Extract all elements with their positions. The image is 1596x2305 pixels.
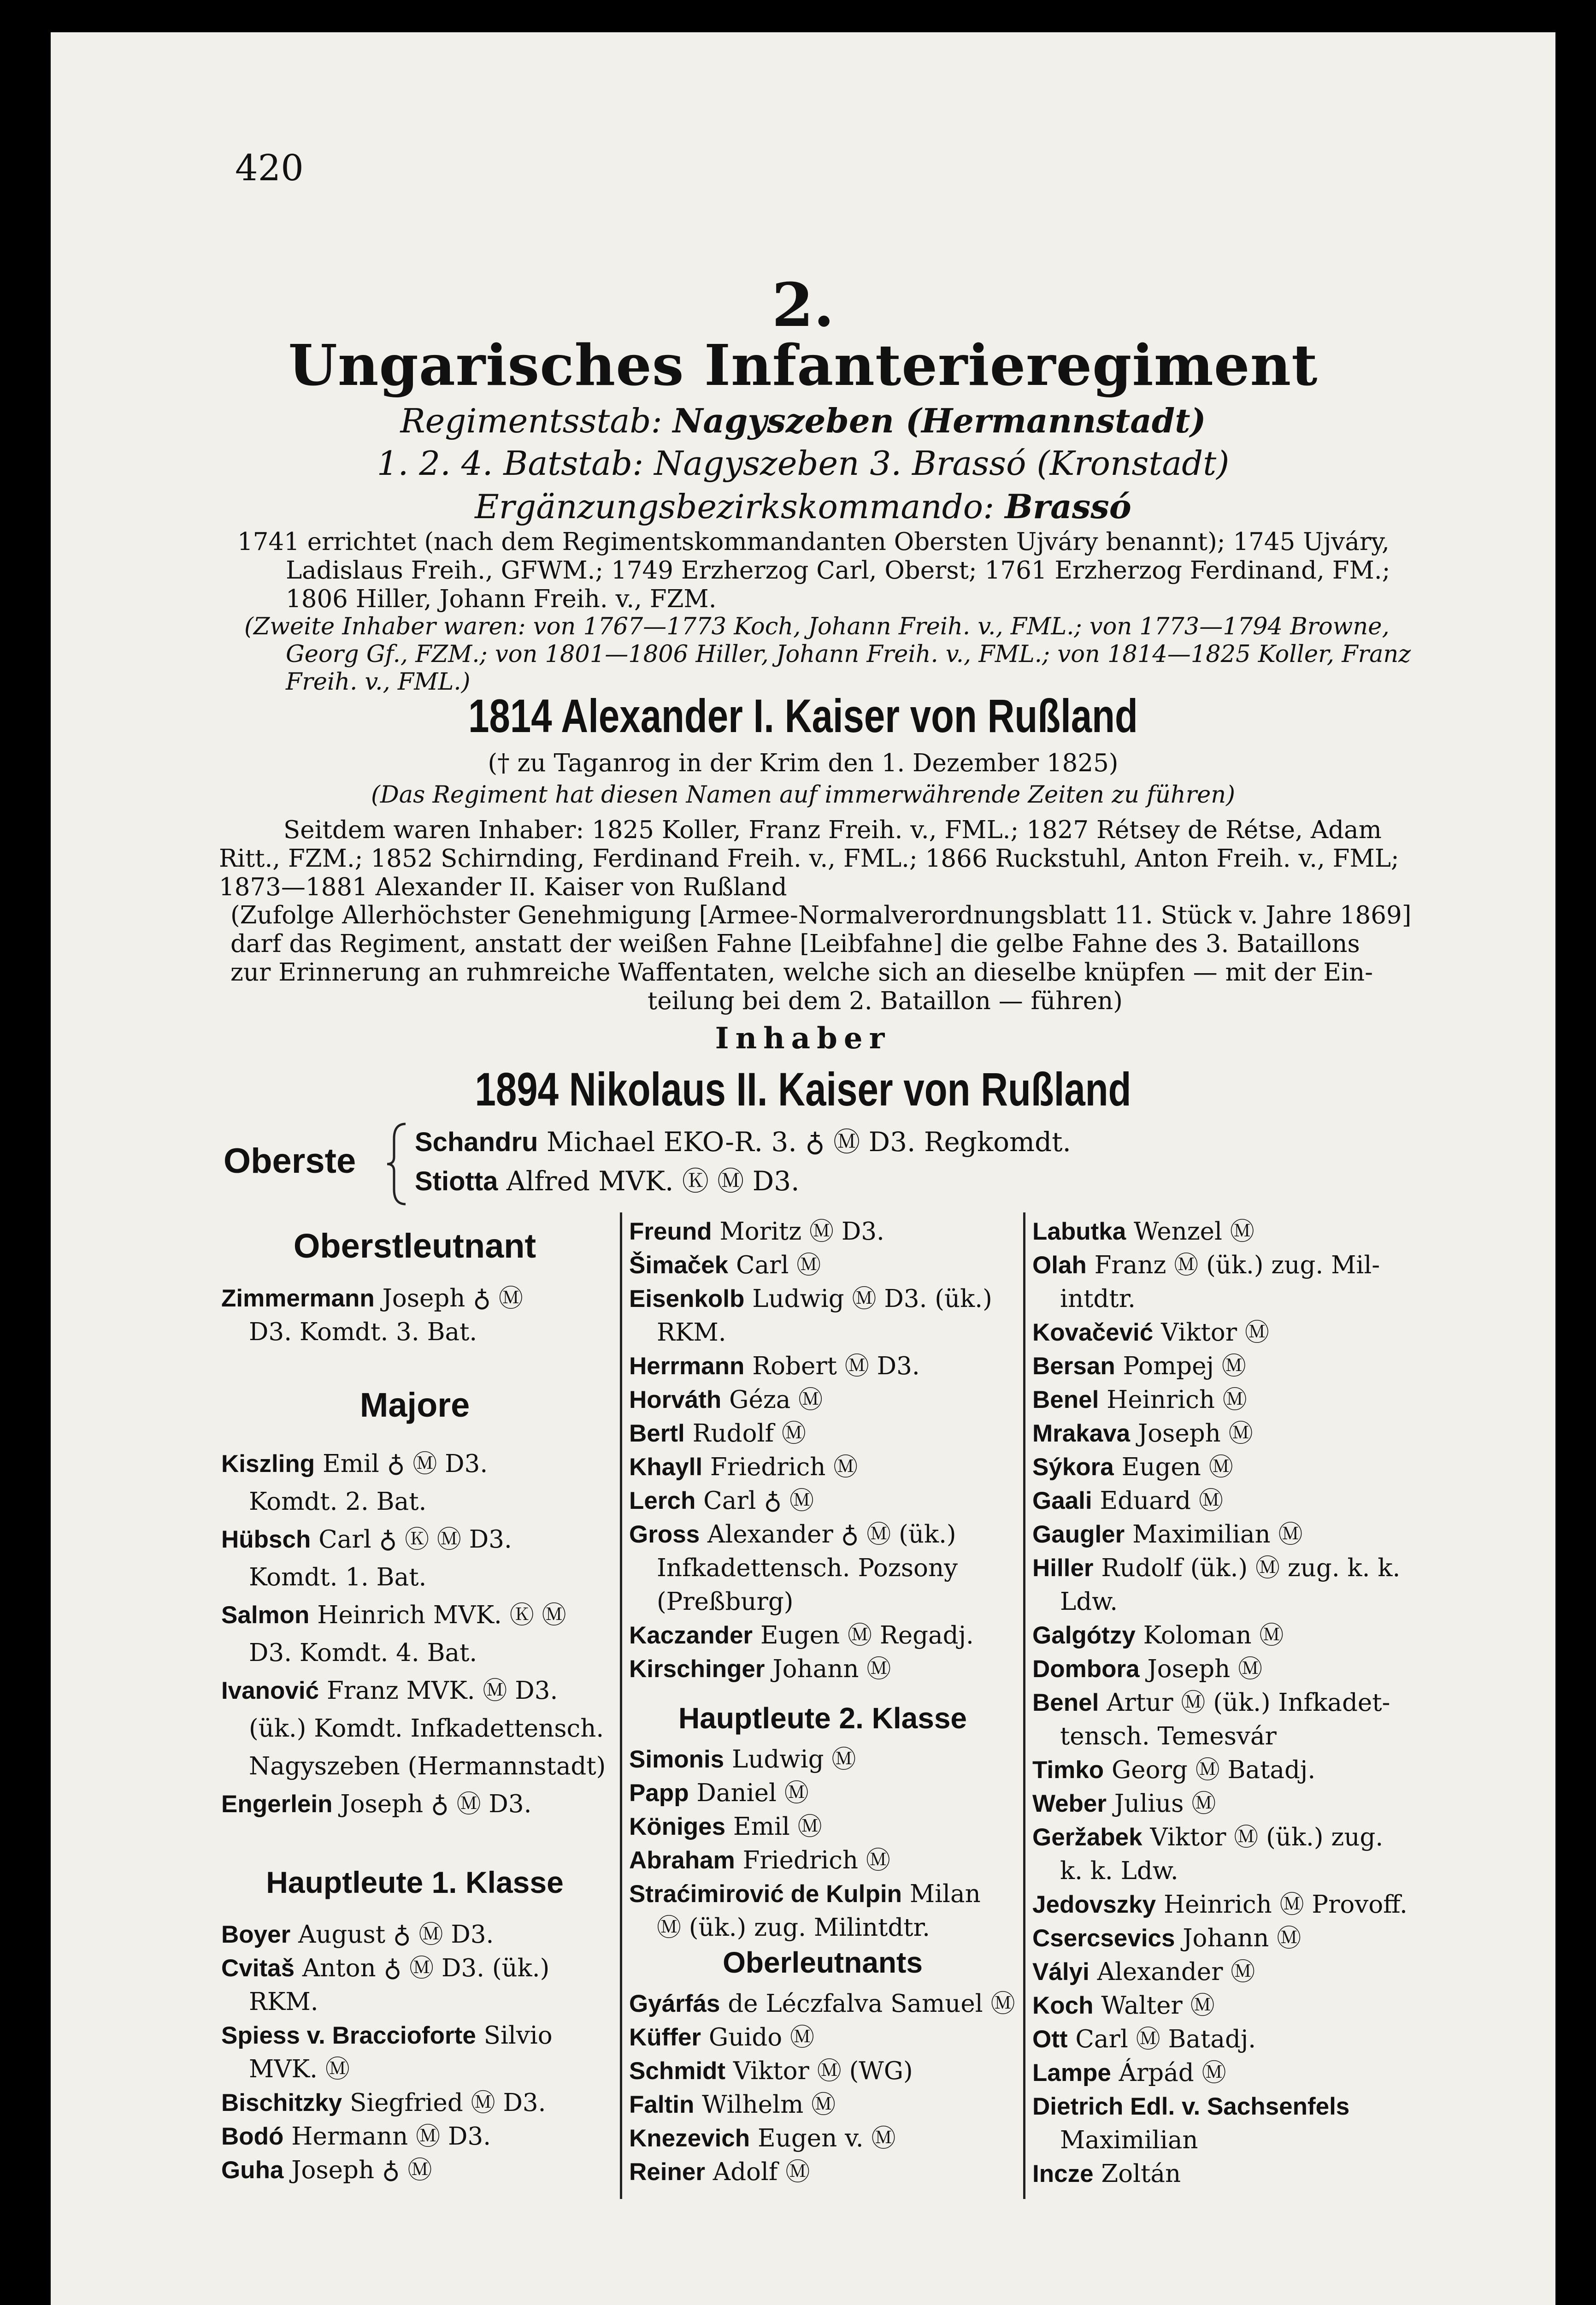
flag-line: (Zufolge Allerhöchster Genehmigung [Armee-Normalverordnungsblatt 11. Stück v. Jahre 1869] <box>230 901 1412 929</box>
column-divider <box>1023 1212 1025 2199</box>
list-item <box>629 1743 1016 1776</box>
surname: Benel <box>1032 1386 1099 1413</box>
details: Franz Ⓜ (ük.) zug. Mil- <box>1086 1251 1380 1279</box>
surname: Freund <box>629 1218 712 1245</box>
details: Silvio <box>476 2021 553 2050</box>
details: Komdt. 2. Bat. <box>249 1488 427 1516</box>
second-owners-line: Georg Gf., FZM.; von 1801—1806 Hiller, Johann Freih. v., FML.; von 1814—1825 Koller, Franz <box>286 641 1411 668</box>
surname: Hiller <box>1032 1554 1094 1582</box>
list-item <box>1032 2090 1475 2123</box>
surname: Weber <box>1032 1790 1107 1817</box>
details: Julius Ⓜ <box>1107 1790 1216 1818</box>
list-item <box>629 1652 1016 1686</box>
surname: Schmidt <box>629 2057 726 2085</box>
list-item <box>1032 1619 1475 1652</box>
batstab-line: 1. 2. 4. Batstab: Nagyszeben 3. Brassó (Kronstadt) <box>377 444 1230 483</box>
details: Ludwig Ⓜ D3. (ük.) <box>744 1285 992 1313</box>
list-item <box>629 2122 1016 2155</box>
list-item <box>415 1162 1071 1201</box>
list-item <box>221 1483 618 1521</box>
list-item <box>1032 1753 1475 1787</box>
list-item <box>629 1844 1016 1877</box>
details: Johann Ⓜ <box>1175 1924 1302 1952</box>
column2-top-list <box>629 1215 1016 1686</box>
column3-list <box>1032 1215 1475 2191</box>
surname: Khayll <box>629 1454 703 1481</box>
flag-line: teilung bei dem 2. Bataillon — führen) <box>648 987 1123 1015</box>
details: Eugen v. Ⓜ <box>750 2124 896 2152</box>
list-item <box>221 1785 618 1823</box>
second-owners-paragraph <box>244 613 1498 696</box>
surname: Boyer <box>221 1921 291 1948</box>
list-item <box>1032 1686 1475 1720</box>
details: (ük.) Komdt. Infkadettensch. <box>249 1714 604 1743</box>
details: Guido Ⓜ <box>701 2023 815 2051</box>
surname: Bertl <box>629 1420 685 1447</box>
details: Árpád Ⓜ <box>1111 2059 1226 2087</box>
inhaber-name: 1894 Nikolaus II. Kaiser von Rußland <box>475 1063 1131 1116</box>
list-item <box>1032 1854 1475 1888</box>
details: Emil Ⓜ <box>725 1813 822 1841</box>
details: tensch. Temesvár <box>1060 1722 1277 1750</box>
erg-label: Ergänzungsbezirkskommando: <box>475 487 995 526</box>
list-item <box>1032 1316 1475 1349</box>
surname: Ivanović <box>221 1677 319 1704</box>
surname: Olah <box>1032 1252 1087 1279</box>
details: Friedrich Ⓜ <box>702 1453 858 1481</box>
list-item <box>1032 1921 1475 1955</box>
oberstleutnant-list <box>221 1282 618 1349</box>
details: Komdt. 1. Bat. <box>249 1563 427 1591</box>
surname: Eisenkolb <box>629 1285 745 1312</box>
details: Rudolf Ⓜ <box>684 1419 806 1448</box>
details: Ludwig Ⓜ <box>724 1745 856 1773</box>
list-item <box>221 1521 618 1559</box>
list-item <box>1032 1282 1475 1316</box>
surname: Simonis <box>629 1746 724 1773</box>
details: intdtr. <box>1060 1285 1136 1313</box>
surname: Kiszling <box>221 1450 315 1478</box>
regiment-number: 2. <box>771 270 835 340</box>
list-item <box>221 2153 618 2187</box>
details: Maximilian <box>1060 2126 1198 2154</box>
list-item <box>221 1559 618 1596</box>
second-owners-line: Freih. v., FML.) <box>286 668 471 696</box>
list-item <box>1032 1820 1475 1854</box>
details: Friedrich Ⓜ <box>735 1846 890 1874</box>
flag-paragraph <box>230 901 1498 1016</box>
list-item <box>1032 2123 1475 2157</box>
list-item <box>629 1417 1016 1450</box>
details: Heinrich Ⓜ Provoff. <box>1156 1891 1408 1919</box>
details: Joseph Ⓜ <box>1130 1419 1253 1448</box>
list-item <box>1032 1349 1475 1383</box>
details: Daniel Ⓜ <box>689 1779 809 1807</box>
owner-1814-note: († zu Taganrog in der Krim den 1. Dezember 1825) <box>488 749 1119 777</box>
surname: Stiotta <box>415 1166 498 1196</box>
surname: Küffer <box>629 2024 701 2051</box>
list-item <box>629 2054 1016 2088</box>
since-line: 1873—1881 Alexander II. Kaiser von Rußland <box>219 873 787 901</box>
list-item <box>629 1450 1016 1484</box>
since-paragraph <box>219 816 1491 902</box>
list-item <box>221 1282 618 1315</box>
list-item <box>1032 1787 1475 1820</box>
flag-line: darf das Regiment, anstatt der weißen Fahne [Leibfahne] die gelbe Fahne des 3. Bataillons <box>230 930 1360 958</box>
surname: Jedovszky <box>1032 1891 1156 1918</box>
details: Wenzel Ⓜ <box>1126 1218 1254 1246</box>
details: August ♁ Ⓜ D3. <box>290 1921 494 1949</box>
owner-1814: 1814 Alexander I. Kaiser von Rußland <box>468 690 1138 742</box>
details: Ⓜ (ük.) zug. Milintdtr. <box>657 1914 930 1942</box>
list-item <box>1032 1215 1475 1248</box>
details: Viktor Ⓜ (WG) <box>725 2057 913 2085</box>
list-item <box>1032 1955 1475 1989</box>
list-item <box>221 1634 618 1672</box>
list-item <box>1032 1551 1475 1585</box>
hauptleute2-list <box>629 1743 1016 1944</box>
surname: Kovačević <box>1032 1319 1154 1346</box>
details: Walter Ⓜ <box>1093 1992 1215 2020</box>
list-item <box>629 1619 1016 1652</box>
oberste-label: Oberste <box>224 1141 356 1181</box>
list-item <box>629 2021 1016 2054</box>
details: Milan <box>901 1880 981 1908</box>
list-item <box>1032 1450 1475 1484</box>
details: Joseph ♁ Ⓜ D3. <box>332 1790 532 1818</box>
surname: Dietrich Edl. v. Sachsenfels <box>1032 2093 1350 2120</box>
details: Georg Ⓜ Batadj. <box>1104 1756 1316 1784</box>
surname: Zimmermann <box>221 1285 375 1312</box>
stab-value: Nagyszeben (Hermannstadt) <box>672 401 1206 440</box>
surname: Königes <box>629 1813 726 1840</box>
details: Maximilian Ⓜ <box>1125 1520 1303 1548</box>
details: Infkadettensch. Pozsony <box>657 1554 958 1582</box>
surname: Galgótzy <box>1032 1622 1136 1649</box>
inhaber-label: Inhaber <box>715 1021 891 1056</box>
details: Koloman Ⓜ <box>1135 1621 1284 1649</box>
list-item <box>415 1123 1071 1162</box>
majore-heading: Majore <box>359 1386 470 1424</box>
hauptleute1-heading: Hauptleute 1. Klasse <box>266 1865 564 1899</box>
history-line: 1806 Hiller, Johann Freih. v., FZM. <box>286 585 717 613</box>
details: Hermann Ⓜ D3. <box>283 2122 491 2151</box>
list-item <box>629 1248 1016 1282</box>
list-item <box>1032 1652 1475 1686</box>
list-item <box>221 1445 618 1483</box>
list-item <box>221 2120 618 2153</box>
list-item <box>629 1911 1016 1944</box>
details: Eduard Ⓜ <box>1092 1487 1223 1515</box>
list-item <box>1032 1888 1475 1921</box>
list-item <box>629 1383 1016 1417</box>
list-item <box>221 1315 618 1349</box>
details: Alfred MVK. Ⓚ Ⓜ D3. <box>498 1165 800 1197</box>
majore-list <box>221 1445 618 1823</box>
surname: Benel <box>1032 1689 1099 1716</box>
surname: Labutka <box>1032 1218 1126 1245</box>
details: Artur Ⓜ (ük.) Infkadet- <box>1099 1689 1390 1717</box>
page-number: 420 <box>235 148 304 189</box>
details: Carl ♁ Ⓚ Ⓜ D3. <box>311 1525 512 1554</box>
list-item <box>629 1585 1016 1619</box>
surname: Herrmann <box>629 1353 745 1380</box>
surname: Faltin <box>629 2091 695 2118</box>
surname: Sýkora <box>1032 1454 1114 1481</box>
erg-value: Brassó <box>1005 487 1131 526</box>
list-item <box>221 1985 618 2019</box>
surname: Schandru <box>415 1127 538 1157</box>
since-line: Ritt., FZM.; 1852 Schirnding, Ferdinand Freih. v., FML.; 1866 Ruckstuhl, Anton Freih. v., FML; <box>219 845 1399 873</box>
list-item <box>221 1672 618 1710</box>
oberste-brace-icon <box>383 1120 410 1208</box>
surname: Gaugler <box>1032 1521 1125 1548</box>
list-item <box>629 1518 1016 1551</box>
oberstleutnant-heading: Oberstleutnant <box>293 1227 536 1265</box>
surname: Bischitzky <box>221 2089 342 2116</box>
details: Michael EKO-R. 3. ♁ Ⓜ D3. Regkomdt. <box>538 1126 1071 1158</box>
surname: Knezevich <box>629 2125 750 2152</box>
list-item <box>221 2086 618 2120</box>
surname: Kaczander <box>629 1622 753 1649</box>
details: (Preßburg) <box>657 1588 794 1616</box>
details: Nagyszeben (Hermannstadt) <box>249 1752 606 1780</box>
surname: Incze <box>1032 2160 1094 2187</box>
surname: Salmon <box>221 1602 310 1629</box>
details: Géza Ⓜ <box>721 1386 823 1414</box>
surname: Šimaček <box>629 1252 729 1279</box>
surname: Bodó <box>221 2123 284 2150</box>
details: Alexander ♁ Ⓜ (ük.) <box>700 1520 956 1548</box>
list-item <box>221 1596 618 1634</box>
surname: Lerch <box>629 1487 696 1514</box>
details: Carl Ⓜ Batadj. <box>1067 2025 1256 2053</box>
details: Franz MVK. Ⓜ D3. <box>319 1677 558 1705</box>
details: Anton ♁ Ⓜ D3. (ük.) <box>294 1954 550 1982</box>
surname: Gaali <box>1032 1487 1092 1514</box>
details: Carl Ⓜ <box>728 1251 821 1279</box>
regimentsstab-line <box>51 401 1555 440</box>
history-line: Ladislaus Freih., GFWM.; 1749 Erzherzog Carl, Oberst; 1761 Erzherzog Ferdinand, FM.; <box>286 556 1390 585</box>
surname: Vályi <box>1032 1958 1090 1986</box>
list-item <box>629 1349 1016 1383</box>
surname: Cvitaš <box>221 1955 295 1982</box>
list-item <box>629 1551 1016 1585</box>
details: D3. Komdt. 4. Bat. <box>249 1639 477 1667</box>
oberste-list <box>415 1123 1071 1201</box>
details: MVK. Ⓜ <box>249 2055 350 2083</box>
list-item <box>1032 1484 1475 1518</box>
list-item <box>221 2019 618 2052</box>
hauptleute2-heading: Hauptleute 2. Klasse <box>678 1702 967 1735</box>
list-item <box>629 1776 1016 1810</box>
surname: Spiess v. Braccioforte <box>221 2022 476 2049</box>
list-item <box>221 1918 618 1951</box>
surname: Guha <box>221 2157 284 2184</box>
details: Adolf Ⓜ <box>705 2158 810 2186</box>
surname: Geržabek <box>1032 1824 1143 1851</box>
surname: Papp <box>629 1779 689 1807</box>
details: Rudolf (ük.) Ⓜ zug. k. k. <box>1093 1554 1401 1582</box>
details: k. k. Ldw. <box>1060 1857 1178 1885</box>
list-item <box>1032 1585 1475 1619</box>
surname: Lampe <box>1032 2059 1111 2086</box>
list-item <box>629 1877 1016 1911</box>
flag-line: zur Erinnerung an ruhmreiche Waffentaten, welche sich an dieselbe knüpfen — mit der Ein- <box>230 958 1373 987</box>
surname: Horváth <box>629 1386 722 1413</box>
surname: Bersan <box>1032 1353 1115 1380</box>
details: Robert Ⓜ D3. <box>744 1352 920 1380</box>
details: Eugen Ⓜ <box>1113 1453 1233 1481</box>
details: de Léczfalva Samuel Ⓜ <box>720 1990 1015 2018</box>
details: Viktor Ⓜ <box>1153 1318 1269 1347</box>
column-divider <box>620 1212 622 2199</box>
details: Zoltán <box>1093 2160 1181 2188</box>
list-item <box>629 2155 1016 2189</box>
details: Joseph ♁ Ⓜ <box>374 1284 523 1312</box>
details: Joseph Ⓜ <box>1139 1655 1263 1683</box>
list-item <box>629 1987 1016 2021</box>
surname: Koch <box>1032 1992 1094 2019</box>
oberleutnants-list <box>629 1987 1016 2189</box>
list-item <box>629 2088 1016 2122</box>
list-item <box>629 1810 1016 1844</box>
details: Pompej Ⓜ <box>1115 1352 1246 1380</box>
list-item <box>1032 2157 1475 2191</box>
details: Eugen Ⓜ Regadj. <box>753 1621 974 1649</box>
details: Ldw. <box>1060 1588 1118 1616</box>
details: Alexander Ⓜ <box>1089 1958 1255 1986</box>
surname: Hübsch <box>221 1526 311 1553</box>
surname: Abraham <box>629 1847 735 1874</box>
list-item <box>221 1710 618 1748</box>
details: Johann Ⓜ <box>765 1655 891 1683</box>
details: Wilhelm Ⓜ <box>694 2091 836 2119</box>
surname: Engerlein <box>221 1791 333 1818</box>
list-item <box>1032 1383 1475 1417</box>
surname: Timko <box>1032 1756 1104 1784</box>
list-item <box>221 1748 618 1785</box>
details: RKM. <box>657 1318 726 1347</box>
surname: Straćimirović de Kulpin <box>629 1880 902 1908</box>
ergaenzung-line <box>51 487 1555 526</box>
list-item <box>1032 1518 1475 1551</box>
surname: Dombora <box>1032 1655 1140 1683</box>
surname: Mrakava <box>1032 1420 1131 1447</box>
details: Joseph ♁ Ⓜ <box>283 2156 432 2184</box>
surname: Kirschinger <box>629 1655 765 1683</box>
details: Heinrich Ⓜ <box>1099 1386 1247 1414</box>
details: Heinrich MVK. Ⓚ Ⓜ <box>309 1601 566 1629</box>
list-item <box>629 1316 1016 1349</box>
details: Moritz Ⓜ D3. <box>712 1218 884 1246</box>
since-line: Seitdem waren Inhaber: 1825 Koller, Franz Freih. v., FML.; 1827 Rétsey de Rétse, Adam <box>283 816 1382 844</box>
list-item <box>1032 2056 1475 2090</box>
surname: Reiner <box>629 2158 705 2186</box>
history-line: 1741 errichtet (nach dem Regimentskommandanten Obersten Ujváry benannt); 1745 Ujváry, <box>237 528 1390 556</box>
list-item <box>1032 1720 1475 1753</box>
stab-label: Regimentsstab: <box>400 402 662 440</box>
list-item <box>1032 2022 1475 2056</box>
details: Siegfried Ⓜ D3. <box>342 2089 546 2117</box>
list-item <box>629 1282 1016 1316</box>
list-item <box>629 1215 1016 1248</box>
second-owners-line: (Zweite Inhaber waren: von 1767—1773 Koch, Johann Freih. v., FML.; von 1773—1794 Browne, <box>244 613 1390 640</box>
details: Emil ♁ Ⓜ D3. <box>315 1450 488 1478</box>
surname: Csercsevics <box>1032 1925 1175 1952</box>
surname: Ott <box>1032 2026 1068 2053</box>
details: RKM. <box>249 1988 318 2016</box>
surname: Gyárfás <box>629 1990 720 2017</box>
details: D3. Komdt. 3. Bat. <box>249 1318 477 1346</box>
list-item <box>221 1951 618 1985</box>
list-item <box>1032 1248 1475 1282</box>
name-note: (Das Regiment hat diesen Namen auf immerwährende Zeiten zu führen) <box>371 781 1236 809</box>
document-page <box>51 32 1555 2305</box>
surname: Gross <box>629 1521 700 1548</box>
list-item <box>1032 1417 1475 1450</box>
regiment-title: Ungarisches Infanterieregiment <box>288 332 1318 398</box>
list-item <box>1032 1989 1475 2022</box>
list-item <box>221 2052 618 2086</box>
history-paragraph <box>237 528 1491 614</box>
list-item <box>629 1484 1016 1518</box>
details: Carl ♁ Ⓜ <box>695 1487 814 1515</box>
hauptleute1-list <box>221 1918 618 2187</box>
oberleutnants-heading: Oberleutnants <box>723 1946 923 1979</box>
details: Viktor Ⓜ (ük.) zug. <box>1142 1823 1384 1851</box>
